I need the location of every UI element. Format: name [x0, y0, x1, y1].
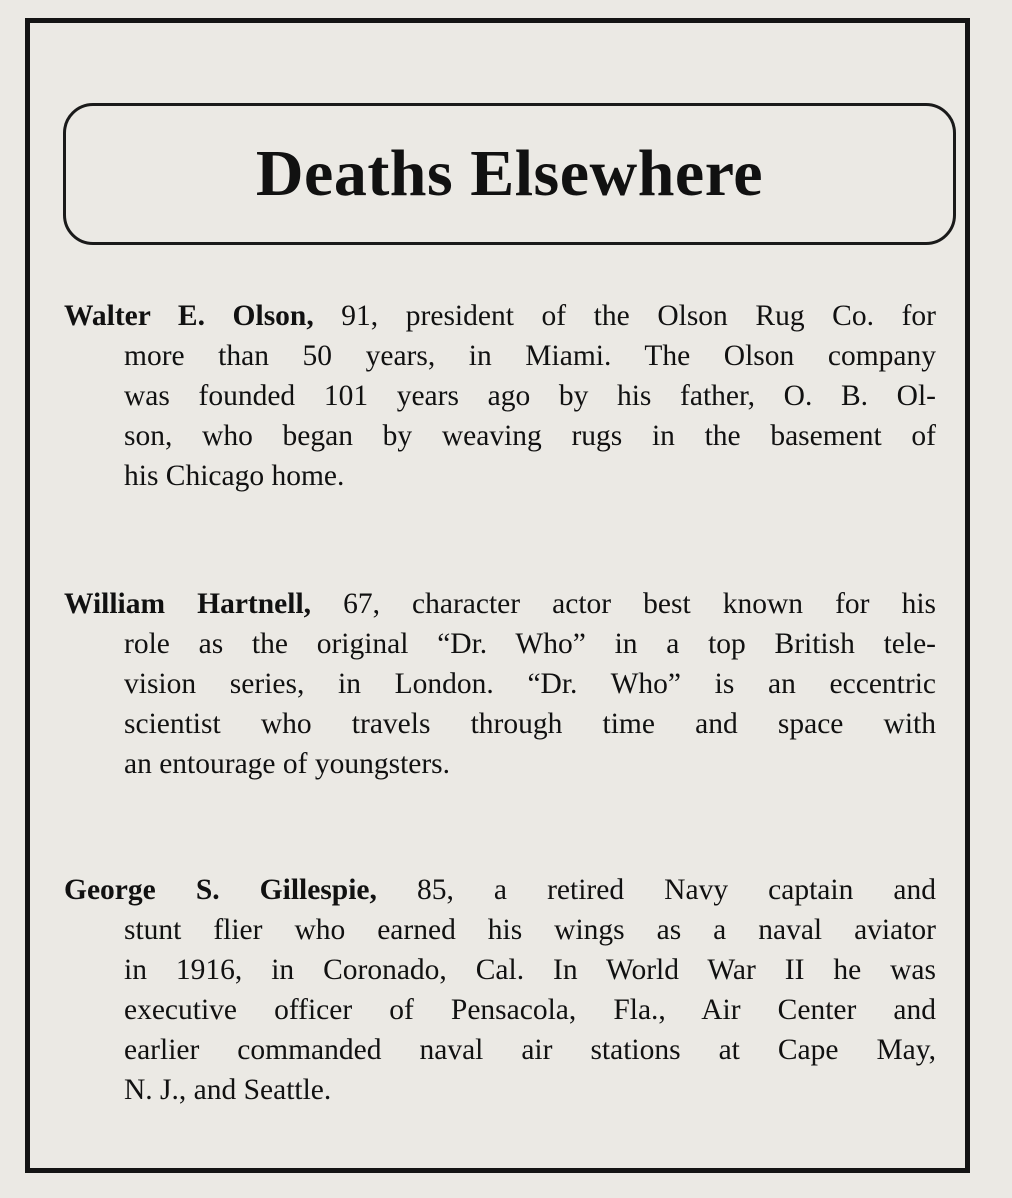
entry-first-line [64, 870, 936, 910]
entry-text: his Chicago home. [124, 460, 345, 492]
entry-text: 91, president of the Olson Rug Co. for [313, 300, 936, 332]
entry-text: role as the original “Dr. Who” in a top British tele- [124, 628, 936, 660]
entry-text: was founded 101 years ago by his father, O. B. Ol- [124, 380, 936, 412]
entry-first-line [64, 584, 936, 624]
deceased-name: William Hartnell, [64, 588, 312, 620]
entry-text: 85, a retired Navy captain and [376, 874, 937, 906]
entry-text: scientist who travels through time and space with [124, 708, 936, 740]
entry-text: 67, character actor best known for his [311, 588, 936, 620]
entry-text: stunt flier who earned his wings as a naval aviator [124, 914, 936, 946]
heading-box [63, 103, 956, 245]
obituary-entry [64, 296, 936, 496]
deceased-name: Walter E. Olson, [64, 300, 314, 332]
entry-text: executive officer of Pensacola, Fla., Air Center and [124, 994, 936, 1026]
entry-text: in 1916, in Coronado, Cal. In World War II he was [124, 954, 936, 986]
entry-text: earlier commanded naval air stations at Cape May, [124, 1034, 936, 1066]
deceased-name: George S. Gillespie, [64, 874, 377, 906]
page-title: Deaths Elsewhere [255, 137, 764, 210]
entry-text: son, who began by weaving rugs in the basement of [124, 420, 936, 452]
entry-text: N. J., and Seattle. [124, 1074, 332, 1106]
obituary-entry [64, 584, 936, 784]
entry-text: an entourage of youngsters. [124, 748, 451, 780]
entry-text: more than 50 years, in Miami. The Olson company [124, 340, 936, 372]
entry-first-line [64, 296, 936, 336]
entry-text: vision series, in London. “Dr. Who” is an eccentric [124, 668, 936, 700]
obituary-entry [64, 870, 936, 1110]
